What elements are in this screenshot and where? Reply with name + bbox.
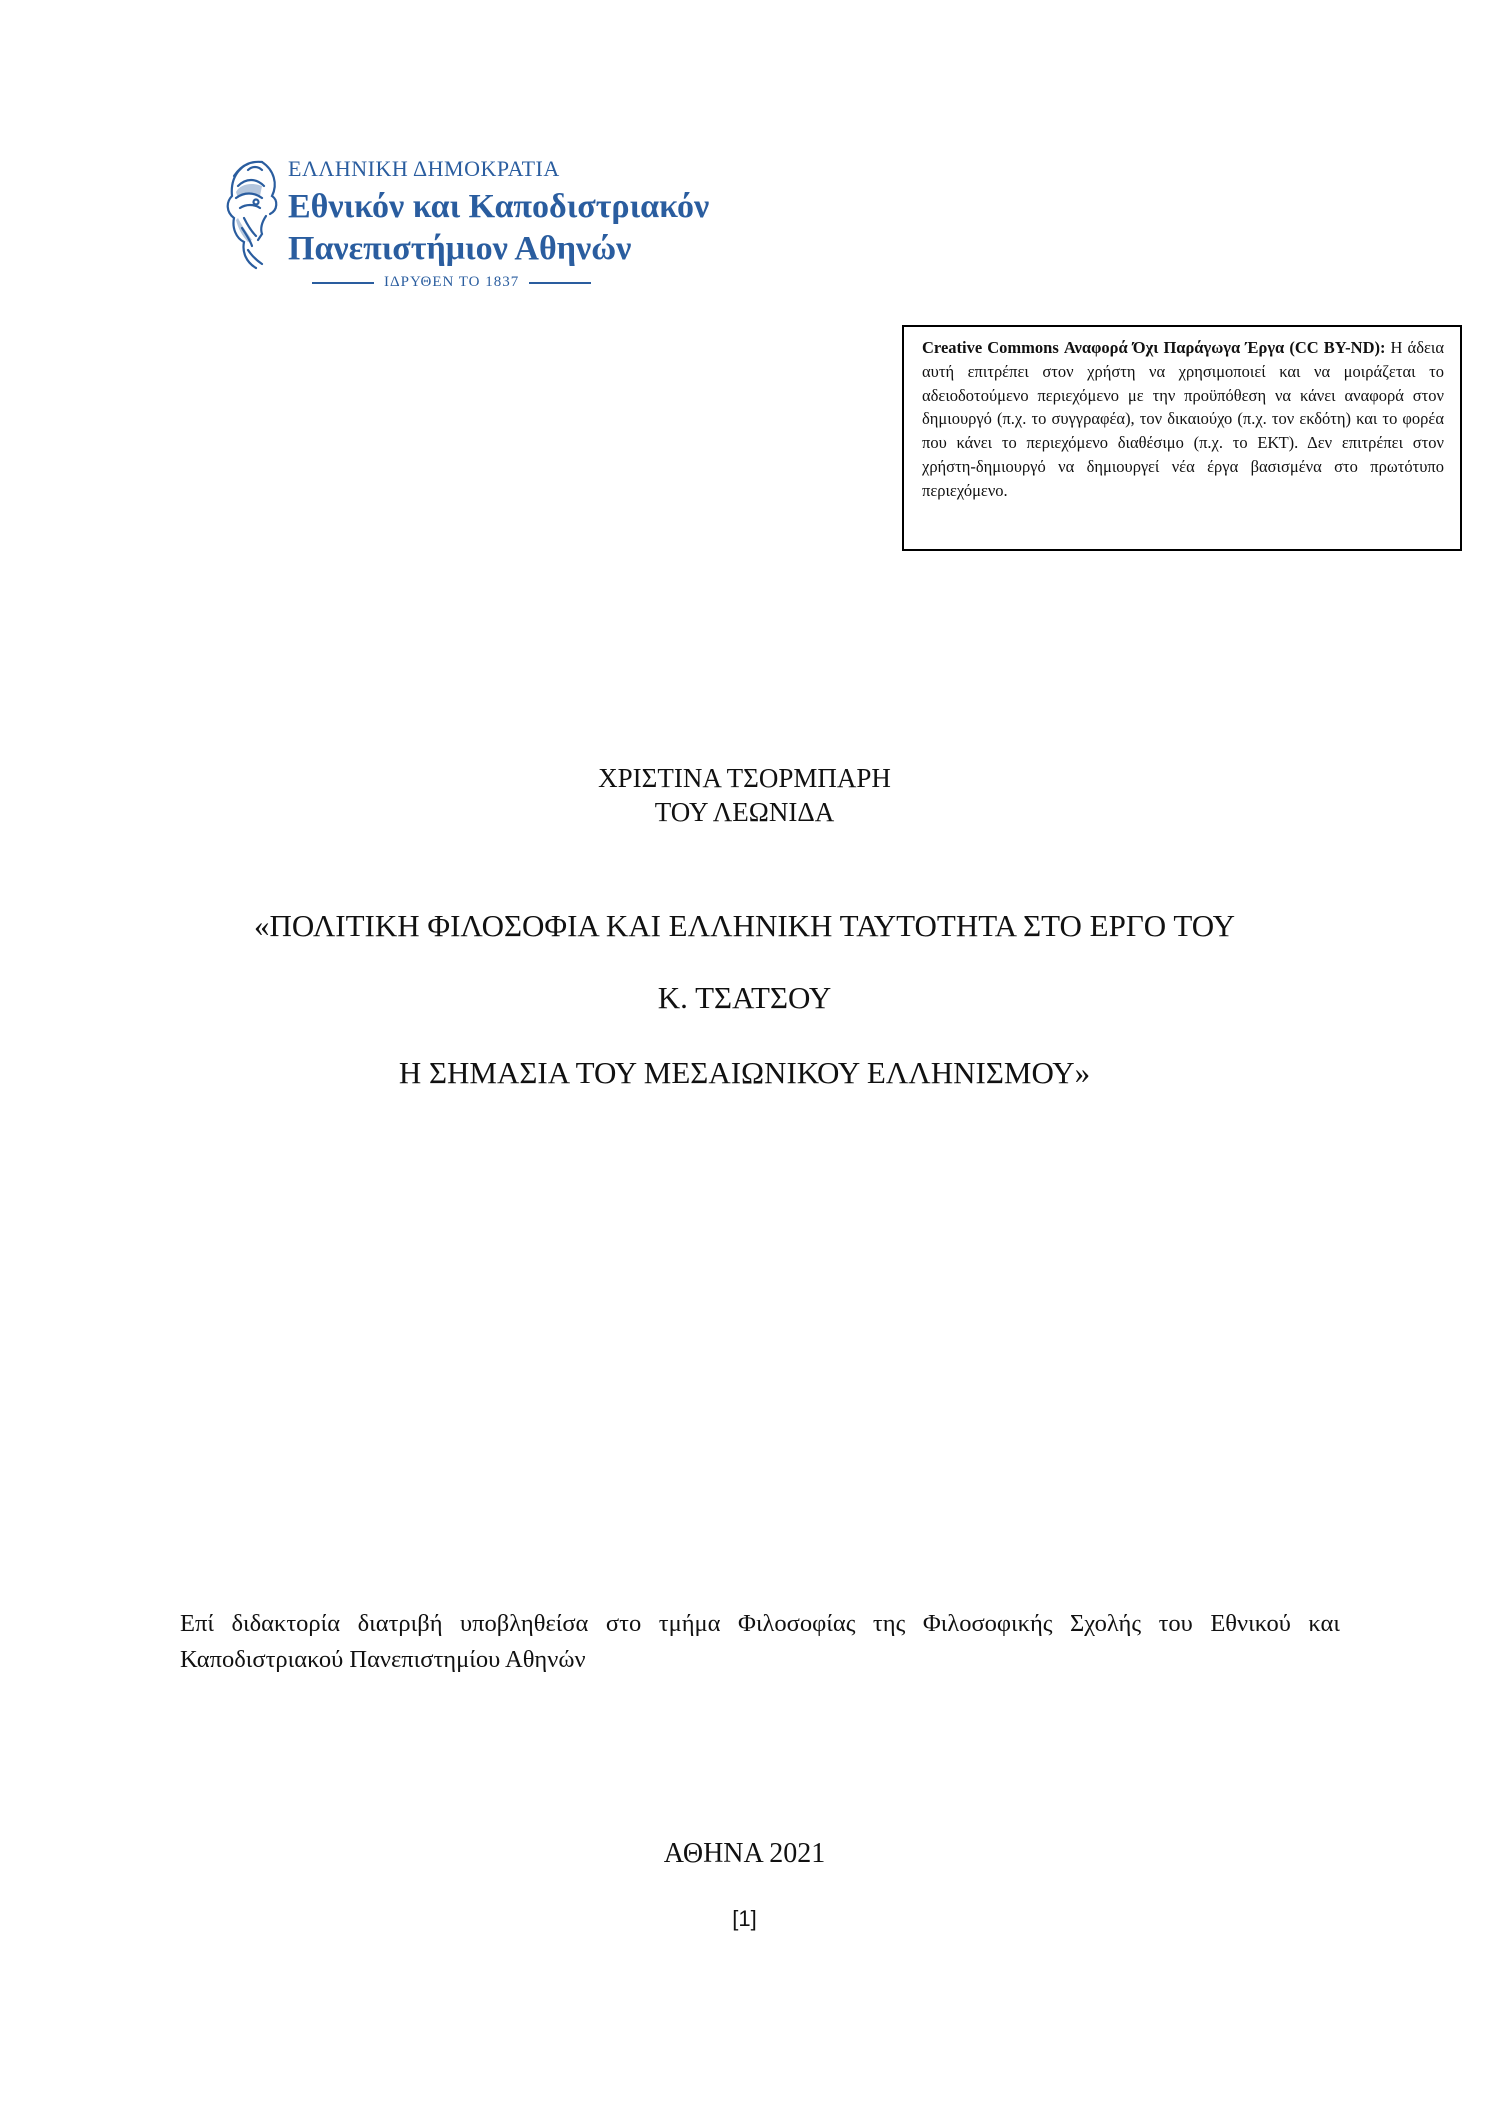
author-name: ΧΡΙΣΤΙΝΑ ΤΣΟΡΜΠΑΡΗ	[598, 763, 891, 793]
author-father-name: ΤΟΥ ΛΕΩΝΙΔΑ	[654, 797, 835, 827]
license-label: Creative Commons Αναφορά Όχι Παράγωγα Έργα (CC BY-ND):	[922, 338, 1386, 357]
place-and-year: ΑΘΗΝΑ 2021	[663, 1838, 826, 1869]
logo-text-university-city: Πανεπιστήμιον Αθηνών	[288, 230, 632, 267]
thesis-title-line-3: Η ΣΗΜΑΣΙΑ ΤΟΥ ΜΕΣΑΙΩΝΙΚΟΥ ΕΛΛΗΝΙΣΜΟΥ»	[398, 1055, 1091, 1090]
logo-text-republic: ΕΛΛΗΝΙΚΗ ΔΗΜΟΚΡΑΤΙΑ	[288, 156, 560, 181]
logo-founded	[312, 274, 591, 291]
logo-text-university-name: Εθνικόν και Καποδιστριακόν	[288, 188, 710, 225]
logo-rule-left	[312, 282, 374, 284]
thesis-title-line-2: Κ. ΤΣΑΤΣΟΥ	[657, 980, 832, 1015]
university-logo	[222, 150, 710, 295]
logo-rule-right	[529, 282, 591, 284]
license-text: Η άδεια αυτή επιτρέπει στον χρήστη να χρησιμοποιεί και να μοιράζεται το αδειοδοτούμενο περιεχόμενο με την προϋπόθεση να κάνει αναφορά στον δημιουργό (π.χ. το συγγραφέα), τον δικαιούχο (π.χ. τον εκδότη) και το φορέα που κάνει το περιεχόμενο διαθέσιμο (π.χ. το ΕΚΤ). Δεν επιτρέπει στον χρήστη-δημιουργό να δημιουργεί νέα έργα βασισμένα στο πρωτότυπο περιεχόμενο.	[922, 338, 1444, 500]
page-number: [1]	[732, 1906, 757, 1931]
license-notice-box	[902, 325, 1462, 551]
thesis-description: Επί διδακτορία διατριβή υποβληθείσα στο τμήμα Φιλοσοφίας της Φιλοσοφικής Σχολής του Εθνικού και Καποδιστριακού Πανεπιστημίου Αθηνών	[180, 1610, 1340, 1673]
logo-text-founded: ΙΔΡΥΘΕΝ ΤΟ 1837	[384, 274, 520, 290]
athena-head-icon	[222, 156, 282, 274]
thesis-title-line-1: «ΠΟΛΙΤΙΚΗ ΦΙΛΟΣΟΦΙΑ ΚΑΙ ΕΛΛΗΝΙΚΗ ΤΑΥΤΟΤΗΤΑ ΣΤΟ ΕΡΓΟ ΤΟΥ	[254, 908, 1235, 943]
